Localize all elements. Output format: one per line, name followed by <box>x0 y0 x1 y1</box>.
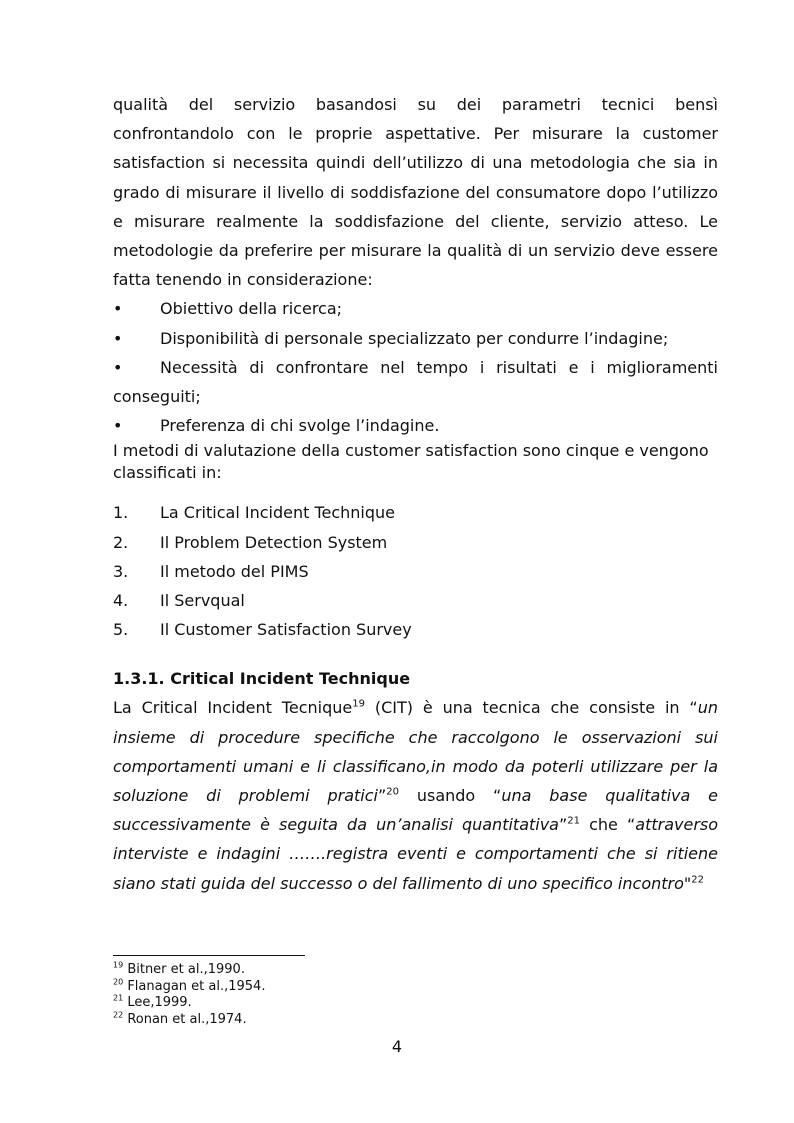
section-heading: 1.3.1. Critical Incident Technique <box>113 669 411 689</box>
footnote-ref: 20 <box>386 786 399 798</box>
list-number: 2. <box>113 532 129 552</box>
list-item <box>113 411 718 440</box>
footnote-ref: 19 <box>352 699 365 711</box>
footnote-text: Ronan et al.,1974. <box>123 1011 247 1027</box>
list-item-text: Il Customer Satisfaction Survey <box>160 620 412 640</box>
list-item-text: Il metodo del PIMS <box>160 561 309 581</box>
list-item-text: La Critical Incident Technique <box>160 503 396 523</box>
footnote <box>113 995 718 1012</box>
section-body <box>113 693 718 897</box>
footnote-text: Lee,1999. <box>123 995 192 1011</box>
intro-paragraph: qualità del servizio basandosi su dei parametri tecnici bensì confrontandolo con le proprie aspettative. Per misurare la customer satisfaction si necessita quindi dell’utilizzo di una metodologia che sia in grado di misurare il livello di soddisfazione del consumatore dopo l’utilizzo e misurare realmente la soddisfazione del cliente, servizio atteso. Le metodologie da preferire per misurare la qualità di un servizio deve essere fatta tenendo in considerazione: <box>113 95 718 290</box>
footnote-number: 22 <box>113 1010 124 1020</box>
body-text: La Critical Incident Tecnique <box>113 698 353 718</box>
list-item-text: Il Servqual <box>160 591 245 611</box>
footnote-ref: 21 <box>567 815 581 827</box>
list-item <box>113 353 718 411</box>
body-text: " <box>683 873 692 893</box>
body-text: che “ <box>580 815 636 835</box>
bullet-list <box>113 294 718 440</box>
footnote <box>113 979 718 996</box>
footnote <box>113 1012 718 1029</box>
list-item <box>113 557 718 586</box>
bullet-marker: • <box>113 299 123 319</box>
footnote-number: 20 <box>113 977 124 987</box>
body-text: ” <box>377 786 387 806</box>
list-item-text: Disponibilità di personale specializzato per condurre l’indagine; <box>160 328 669 348</box>
list-item-text: Il Problem Detection System <box>160 532 388 552</box>
list-item <box>113 586 718 615</box>
footnote-number: 19 <box>113 960 124 970</box>
page-body <box>113 90 718 898</box>
methods-list <box>113 498 718 644</box>
quote-text: un insieme di procedure specifiche che raccolgono le osservazioni sui comportamenti umani e li classificano,in modo da poterli utilizzare per la soluzione di problemi pratici <box>113 698 719 806</box>
bullet-marker: • <box>113 416 123 436</box>
footnote-text: Flanagan et al.,1954. <box>123 978 266 994</box>
footnote-separator <box>113 955 305 956</box>
list-number: 3. <box>113 561 129 581</box>
body-text: ” <box>559 815 568 835</box>
bullet-marker: • <box>113 357 123 377</box>
list-item <box>113 294 718 323</box>
list-item <box>113 615 718 644</box>
footnote-number: 21 <box>113 993 124 1003</box>
list-number: 5. <box>113 620 129 640</box>
list-item-text: Obiettivo della ricerca; <box>160 299 343 319</box>
methods-intro: I metodi di valutazione della customer satisfaction sono cinque e vengono classificati in: <box>113 441 709 483</box>
list-item-continuation: conseguiti; <box>113 387 201 407</box>
body-text: (CIT) è una tecnica che consiste in “ <box>364 698 698 718</box>
footnote <box>113 962 718 979</box>
list-item <box>113 528 718 557</box>
list-item <box>113 324 718 353</box>
quote-text: una base qualitativa e successivamente è seguita da un’analisi quantitativa <box>113 786 719 835</box>
list-number: 1. <box>113 503 129 523</box>
list-number: 4. <box>113 591 129 611</box>
quote-text: attraverso interviste e indagini …….registra eventi e comportamenti che si ritiene siano stati guida del successo o del fallimento di uno specifico incontro <box>113 815 719 893</box>
page-number: 4 <box>391 1037 403 1056</box>
footnote-ref: 22 <box>691 874 704 886</box>
list-item-text: Preferenza di chi svolge l’indagine. <box>160 416 440 436</box>
list-item <box>113 498 718 527</box>
bullet-marker: • <box>113 328 123 348</box>
footnotes <box>113 955 718 1028</box>
list-item-text: Necessità di confrontare nel tempo i risultati e i miglioramenti <box>160 357 718 377</box>
body-text: usando “ <box>399 786 502 806</box>
footnote-text: Bitner et al.,1990. <box>123 962 245 977</box>
